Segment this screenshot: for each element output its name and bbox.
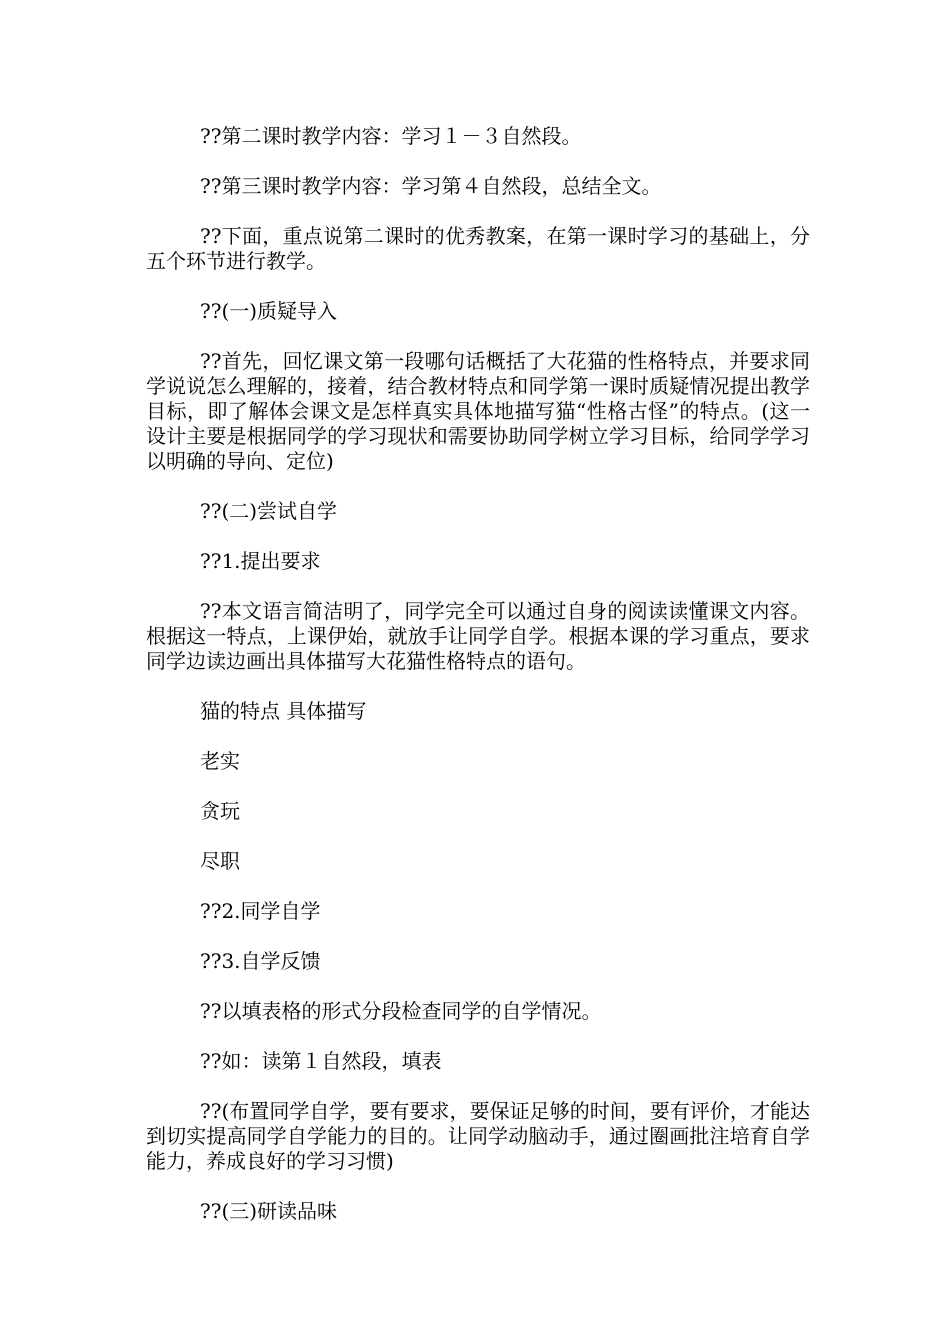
paragraph-example: ??如：读第１自然段，填表 — [200, 1049, 442, 1073]
section-heading-2: ??(二)尝试自学 — [200, 499, 338, 523]
paragraph-section-1-body: ??首先，回忆课文第一段哪句话概括了大花猫的性格特点，并要求同学说说怎么理解的，接着，结合教材特点和同学第一课时质疑情况提出教学目标，即了解体会课文是怎样真实具体地描写猫“性格古怪”的特点。(这一设计主要是根据同学的学习现状和需要协助同学树立学习目标，给同学学习以明确的导向、定位) — [146, 349, 810, 473]
paragraph-lesson-two-content: ??第二课时教学内容：学习１－３自然段。 — [200, 124, 582, 148]
subheading-2: ??2.同学自学 — [200, 899, 321, 923]
paragraph-section-2-body: ??本文语言简洁明了，同学完全可以通过自身的阅读读懂课文内容。根据这一特点，上课伊始，就放手让同学自学。根据本课的学习重点，要求同学边读边画出具体描写大花猫性格特点的语句。 — [146, 599, 810, 673]
subheading-3: ??3.自学反馈 — [200, 949, 321, 973]
subheading-1: ??1.提出要求 — [200, 549, 321, 573]
section-heading-1: ??(一)质疑导入 — [200, 299, 338, 323]
paragraph-lesson-three-content: ??第三课时教学内容：学习第４自然段，总结全文。 — [200, 174, 662, 198]
paragraph-intro: ??下面，重点说第二课时的优秀教案，在第一课时学习的基础上，分五个环节进行教学。 — [146, 224, 810, 273]
table-row-trait-3: 尽职 — [200, 849, 240, 873]
table-row-trait-2: 贪玩 — [200, 799, 240, 823]
paragraph-feedback-method: ??以填表格的形式分段检查同学的自学情况。 — [200, 999, 602, 1023]
section-heading-3: ??(三)研读品味 — [200, 1199, 338, 1223]
table-header-line: 猫的特点 具体描写 — [200, 699, 367, 723]
table-row-trait-1: 老实 — [200, 749, 240, 773]
paragraph-design-note: ??(布置同学自学，要有要求，要保证足够的时间，要有评价，才能达到切实提高同学自学能力的目的。让同学动脑动手，通过圈画批注培育自学能力，养成良好的学习习惯) — [146, 1099, 810, 1173]
